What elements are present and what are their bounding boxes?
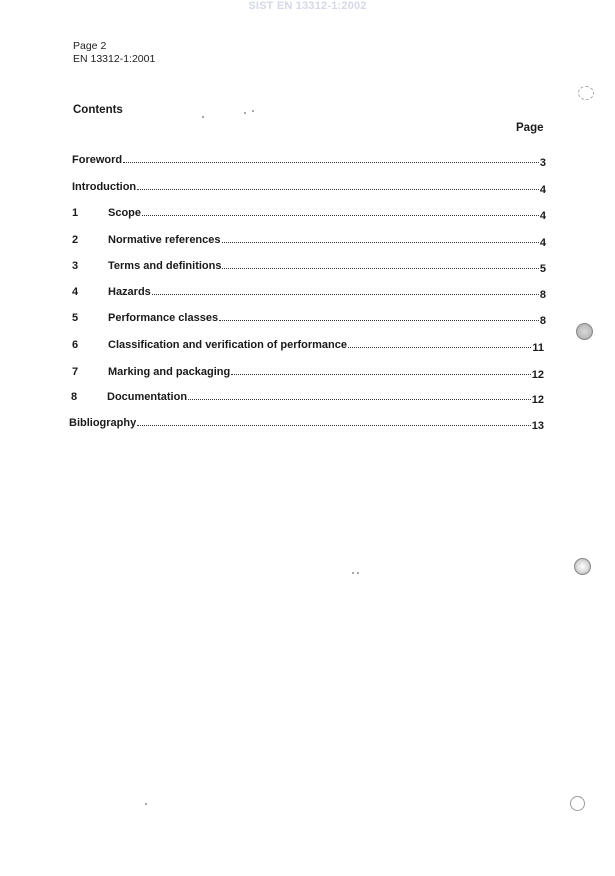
toc-entry-page: 3: [539, 157, 546, 166]
toc-entry-hazards[interactable]: [72, 282, 546, 298]
toc-leader: [348, 347, 531, 348]
punch-hole-mark: [578, 86, 594, 100]
scan-speck: [244, 112, 246, 114]
page-header: [73, 40, 155, 66]
toc-entry-number: 2: [72, 234, 79, 246]
toc-entry-page: 11: [532, 342, 544, 351]
toc-entry-performance-classes[interactable]: [72, 308, 546, 324]
toc-entry-classification[interactable]: [72, 335, 544, 351]
page-number-line: Page 2: [73, 40, 107, 52]
contents-title: Contents: [73, 104, 123, 116]
toc-entry-foreword[interactable]: [72, 150, 546, 166]
toc-entry-number: 6: [72, 339, 79, 351]
scan-speck: [202, 116, 204, 118]
toc-leader: [222, 242, 539, 243]
toc-entry-page: 5: [539, 263, 546, 272]
toc-entry-page: 12: [531, 394, 544, 403]
toc-entry-number: 5: [72, 312, 79, 324]
toc-leader: [137, 425, 531, 426]
toc-entry-page: 8: [539, 315, 546, 324]
toc-entry-title: Documentation: [107, 391, 188, 403]
toc-leader: [142, 215, 539, 216]
toc-entry-number: 1: [72, 207, 79, 219]
page-column-label: Page: [516, 122, 544, 134]
watermark: SIST EN 13312-1:2002: [248, 0, 367, 12]
toc-entry-title: Normative references: [108, 234, 221, 246]
toc-entry-terms-and-definitions[interactable]: [72, 256, 546, 272]
scan-speck: [357, 572, 359, 574]
standard-identifier: EN 13312-1:2001: [73, 53, 156, 65]
toc-entry-documentation[interactable]: [71, 387, 544, 403]
toc-entry-title: Marking and packaging: [108, 366, 231, 378]
toc-entry-page: 4: [539, 184, 546, 193]
toc-leader: [219, 320, 539, 321]
punch-hole-mark: [576, 323, 593, 340]
toc-entry-title: Scope: [108, 207, 142, 219]
toc-entry-title: Introduction: [72, 181, 137, 193]
toc-entry-page: 8: [539, 289, 546, 298]
toc-entry-number: 7: [72, 366, 79, 378]
toc-entry-title: Hazards: [108, 286, 151, 298]
toc-entry-number: 3: [72, 260, 79, 272]
toc-leader: [137, 189, 539, 190]
toc-entry-title: Classification and verification of performance: [108, 339, 348, 351]
scan-speck: [145, 803, 147, 805]
toc-leader: [231, 374, 531, 375]
toc-entry-introduction[interactable]: [72, 177, 546, 193]
toc-entry-scope[interactable]: [72, 203, 546, 219]
toc-entry-number: 8: [71, 391, 78, 403]
toc-entry-normative-references[interactable]: [72, 230, 546, 246]
toc-entry-page: 4: [539, 237, 546, 246]
toc-leader: [152, 294, 539, 295]
toc-entry-page: 4: [539, 210, 546, 219]
toc-entry-title: Performance classes: [108, 312, 219, 324]
scan-speck: [252, 110, 254, 112]
toc-leader: [123, 162, 539, 163]
toc-entry-page: 13: [531, 420, 544, 429]
punch-hole-mark: [574, 558, 591, 575]
toc-entry-title: Terms and definitions: [108, 260, 222, 272]
toc-entry-marking-and-packaging[interactable]: [72, 362, 544, 378]
toc-entry-title: Bibliography: [69, 417, 137, 429]
toc-leader: [222, 268, 538, 269]
toc-entry-number: 4: [72, 286, 79, 298]
punch-hole-mark: [570, 796, 585, 811]
toc-leader: [188, 399, 531, 400]
toc-entry-page: 12: [531, 369, 544, 378]
toc-entry-bibliography[interactable]: [69, 413, 544, 429]
scan-speck: [352, 572, 354, 574]
toc-entry-title: Foreword: [72, 154, 123, 166]
